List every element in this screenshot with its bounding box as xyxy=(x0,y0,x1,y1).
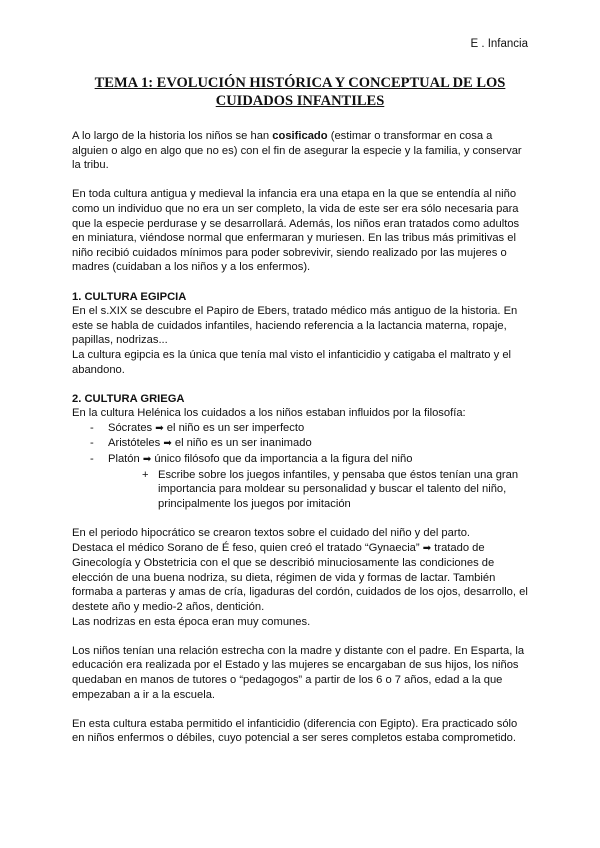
sorano-paragraph xyxy=(72,541,530,615)
platon-sublist xyxy=(108,468,530,512)
intro-paragraph xyxy=(72,129,530,173)
document-title: TEMA 1: EVOLUCIÓN HISTÓRICA Y CONCEPTUAL DE LOS CUIDADOS INFANTILES xyxy=(94,75,506,109)
document-body xyxy=(72,129,530,746)
sorano-text-before: Destaca el médico Sorano de É feso, quien creó el tratado “Gynaecia” xyxy=(72,541,423,554)
arrow-icon: ➡ xyxy=(155,422,164,434)
arrow-icon: ➡ xyxy=(422,542,432,554)
sorano-text-after: tratado de Ginecología y Obstetricia con el que se describió minuciosamente las condiciones de elección de una buena nodriza, su dieta, régimen de vida y formas de lactar. También formaba a parteras y amas de cría, ligaduras del cordón, cuidados de los ojos, desarrollo, el destete año y medio-2 años, dentición. xyxy=(72,541,528,613)
egipcia-paragraph-2: La cultura egipcia es la única que tenía mal visto el infanticidio y catigaba el maltrato y el abandono. xyxy=(72,348,512,376)
section-heading-griega: 2. CULTURA GRIEGA xyxy=(72,392,185,405)
list-item xyxy=(90,421,530,437)
page-header: E . Infancia xyxy=(470,38,528,50)
list-item xyxy=(90,436,530,452)
philosopher-text: único filósofo que da importancia a la figura del niño xyxy=(154,453,413,466)
intro-text-before: A lo largo de la historia los niños se han xyxy=(72,130,273,142)
list-item xyxy=(90,452,530,511)
philosopher-name: Platón xyxy=(108,453,140,466)
arrow-icon: ➡ xyxy=(142,454,152,466)
sub-list-item: + Escribe sobre los juegos infantiles, y pensaba que éstos tenían una gran importancia para moldear su personalidad y buscar el talento del niño, principalmente los juegos por imitación xyxy=(142,468,530,512)
griega-intro: En la cultura Helénica los cuidados a los niños estaban influidos por la filosofía: xyxy=(72,407,466,420)
nodrizas-line: Las nodrizas en esta época eran muy comunes. xyxy=(72,615,311,628)
antiquity-paragraph: En toda cultura antigua y medieval la infancia era una etapa en la que se entendía al niño como un individuo que no era un ser completo, la vida de este ser era sólo necesaria para que la especie perdurase y se desarrollará. Además, los niños eran tratados como adultos en miniatura, viéndose normal que enfermaran y muriesen. En las tribus más primitivas el niño recibió cuidados mínimos para poder sobrevivir, siendo realizado por las mujeres o madres (cuidaban a los niños y a los enfermos). xyxy=(72,188,520,274)
intro-bold-term: cosificado xyxy=(272,130,328,142)
philosophers-list xyxy=(72,421,530,512)
intro-text-after: (estimar o transformar en cosa a alguien o algo en algo que no es) con el fin de asegurar la especie y la familia, y conservar la tribu. xyxy=(72,130,522,172)
family-paragraph: Los niños tenían una relación estrecha con la madre y distante con el padre. En Esparta, la educación era realizada por el Estado y las mujeres se encargaban de sus hijos, los niños quedaban en manos de tutores o “pedagogos” a partir de los 6 o 7 años, edad a la que empezaban a ir a la escuela. xyxy=(72,644,525,701)
philosopher-text: el niño es un ser imperfecto xyxy=(166,421,305,434)
philosopher-name: Sócrates xyxy=(108,421,153,434)
egipcia-paragraph-1: En el s.XIX se descubre el Papiro de Ebers, tratado médico más antiguo de la historia. En este se habla de cuidados infantiles, haciendo referencia a la lactancia materna, ropaje, papillas, nodrizas... xyxy=(72,305,518,347)
infanticide-paragraph: En esta cultura estaba permitido el infanticidio (diferencia con Egipto). Era practicado sólo en niños enfermos o débiles, cuyo potencial a ser seres completos estaba comprometido. xyxy=(72,717,518,745)
philosopher-name: Aristóteles xyxy=(108,437,161,450)
section-heading-egipcia: 1. CULTURA EGIPCIA xyxy=(72,290,187,303)
hippocratic-line-1: En el periodo hipocrático se crearon textos sobre el cuidado del niño y del parto. xyxy=(72,527,471,540)
philosopher-text: el niño es un ser inanimado xyxy=(174,437,312,450)
arrow-icon: ➡ xyxy=(163,438,172,450)
